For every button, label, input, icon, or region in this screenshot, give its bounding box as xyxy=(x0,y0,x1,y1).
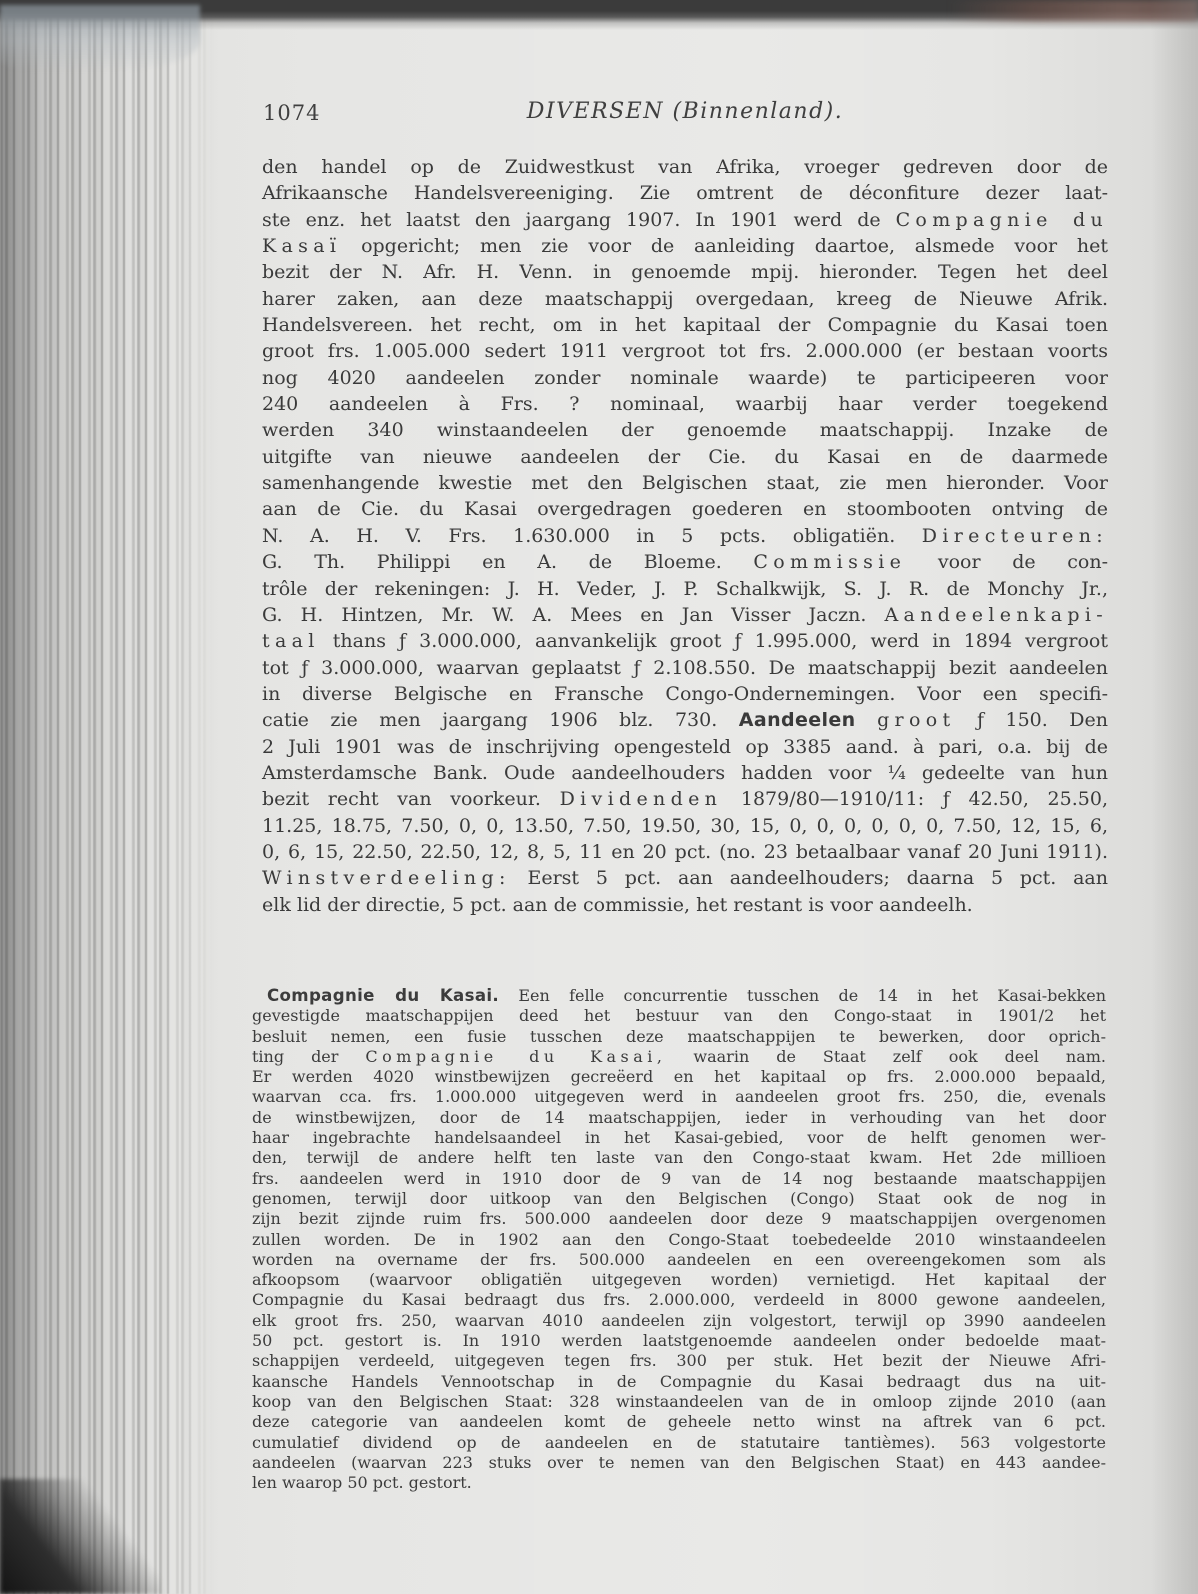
text-run: bezit der N. Afr. H. Venn. in genoemde mpij. hieronder. Tegen het deel xyxy=(262,261,1108,284)
text-line xyxy=(252,1270,1106,1290)
text-line xyxy=(262,338,1108,364)
text-run: ste enz. het laatst den jaargang 1907. In 1901 werd de xyxy=(262,208,896,231)
text-run: catie zie men jaargang 1906 blz. 730. xyxy=(262,709,739,732)
text-run: besluit nemen, een fusie tusschen deze maatschappijen te bewerken, door oprich- xyxy=(252,1026,1106,1046)
text-line xyxy=(262,839,1108,865)
text-line xyxy=(262,523,1108,549)
text-line xyxy=(252,1290,1106,1310)
text-line xyxy=(252,1006,1106,1026)
text-run: 11.25, 18.75, 7.50, 0, 0, 13.50, 7.50, 19.50, 30, 15, 0, 0, 0, 0, 0, 0, 7.50, 12, 15, 6, xyxy=(262,814,1108,837)
text-run: elk lid der directie, 5 pct. aan de commissie, het restant is voor aandeelh. xyxy=(262,893,973,916)
text-run: Amsterdamsche Bank. Oude aandeelhouders hadden voor ¼ gedeelte van hun xyxy=(262,761,1108,784)
page-right-edge-shade xyxy=(1150,0,1198,1594)
text-run: 240 aandeelen à Frs. ? nominaal, waarbij haar verder toegekend xyxy=(262,393,1108,416)
text-line xyxy=(252,1331,1106,1351)
text-line xyxy=(262,734,1108,760)
page-number: 1074 xyxy=(263,101,321,125)
text-line xyxy=(252,986,1106,1006)
scan-bottom-left-shadow xyxy=(0,1479,160,1594)
text-line xyxy=(262,707,1108,733)
text-line xyxy=(252,1148,1106,1168)
text-run: koop van den Belgischen Staat: 328 winstaandeelen van de in omloop zijnde 2010 (aan xyxy=(252,1391,1106,1411)
spaced-emphasis-text: Kasaï xyxy=(262,235,342,258)
text-line xyxy=(262,154,1108,180)
text-line xyxy=(262,760,1108,786)
text-run: elk groot frs. 250, waarvan 4010 aandeelen zijn volgestort, terwijl op 3990 aandeelen xyxy=(252,1310,1106,1330)
text-run: 0, 6, 15, 22.50, 22.50, 12, 8, 5, 11 en 20 pct. (no. 23 betaalbaar vanaf 20 Juni 1911). xyxy=(262,840,1108,863)
spaced-emphasis-text: Directeuren: xyxy=(921,524,1108,547)
text-run: groot frs. 1.005.000 sedert 1911 vergroot tot frs. 2.000.000 (er bestaan voorts xyxy=(262,340,1108,363)
text-line xyxy=(252,1230,1106,1250)
text-run: werden 340 winstaandeelen der genoemde maatschappij. Inzake de xyxy=(262,419,1108,442)
spaced-emphasis-text: Winstverdeeling: xyxy=(262,867,511,890)
text-run: Afrikaansche Handelsvereeniging. Zie omtrent de déconfiture dezer laat- xyxy=(262,182,1108,205)
bold-text: Aandeelen xyxy=(738,709,856,732)
text-run: len waarop 50 pct. gestort. xyxy=(252,1473,472,1493)
text-run: in diverse Belgische en Fransche Congo-Ondernemingen. Voor een specifi- xyxy=(262,682,1108,705)
text-run: genomen, terwijl door uitkoop van den Belgischen (Congo) Staat ook de nog in xyxy=(252,1188,1106,1208)
text-run: kaansche Handels Vennootschap in de Compagnie du Kasai bedraagt dus na uit- xyxy=(252,1371,1106,1391)
text-run: 1879/80—1910/11: ƒ 42.50, 25.50, xyxy=(722,788,1108,811)
text-line xyxy=(252,1412,1106,1432)
text-line xyxy=(252,1108,1106,1128)
text-run: Een felle concurrentie tusschen de 14 in het Kasai-bekken xyxy=(499,986,1107,1005)
text-line xyxy=(262,655,1108,681)
text-line xyxy=(252,1453,1106,1473)
text-line xyxy=(262,180,1108,206)
text-line xyxy=(262,470,1108,496)
text-line xyxy=(252,1311,1106,1331)
text-line xyxy=(262,576,1108,602)
text-run: nog 4020 aandeelen zonder nominale waarde) te participeeren voor xyxy=(262,366,1108,389)
text-run: gevestigde maatschappijen deed het bestuur van den Congo-staat in 1901/2 het xyxy=(252,1006,1106,1026)
text-line xyxy=(262,391,1108,417)
text-run: afkoopsom (waarvoor obligatiën uitgegeven worden) vernietigd. Het kapitaal der xyxy=(252,1270,1106,1290)
text-line xyxy=(262,286,1108,312)
text-run: haar ingebrachte handelsaandeel in het Kasai-gebied, voor de helft genomen wer- xyxy=(252,1128,1106,1148)
text-line xyxy=(252,1433,1106,1453)
main-text-block xyxy=(262,154,1108,918)
text-line xyxy=(262,233,1108,259)
text-run: thans ƒ 3.000.000, aanvankelijk groot ƒ 1.995.000, werd in 1894 vergroot xyxy=(319,630,1108,653)
spaced-emphasis-text: Dividenden xyxy=(559,788,723,811)
text-line xyxy=(262,549,1108,575)
text-line xyxy=(252,1128,1106,1148)
spaced-emphasis-text: Aandeelenkapi- xyxy=(884,603,1108,626)
text-run: N. A. H. V. Frs. 1.630.000 in 5 pcts. obligatiën. xyxy=(262,524,922,547)
text-run: samenhangende kwestie met den Belgischen staat, zie men hieronder. Voor xyxy=(262,472,1108,495)
text-line xyxy=(252,1047,1106,1067)
text-line xyxy=(252,1351,1106,1371)
text-line xyxy=(262,681,1108,707)
running-header: DIVERSEN (Binnenland). xyxy=(526,99,844,124)
text-line xyxy=(252,1250,1106,1270)
text-run: den, terwijl de andere helft ten laste van den Congo-staat kwam. Het 2de millioen xyxy=(252,1148,1106,1168)
text-run: harer zaken, aan deze maatschappij overgedaan, kreeg de Nieuwe Afrik. xyxy=(262,287,1108,310)
text-run: ƒ 150. Den xyxy=(955,709,1109,732)
text-line xyxy=(252,1169,1106,1189)
text-run: ting der xyxy=(252,1046,366,1066)
text-line xyxy=(262,602,1108,628)
spaced-emphasis-text: Compagnie du xyxy=(895,208,1108,231)
text-run: waarin de Staat zelf ook deel nam. xyxy=(666,1046,1107,1066)
text-line xyxy=(252,1209,1106,1229)
book-fore-edges xyxy=(0,0,218,1594)
text-run: voor de con- xyxy=(906,551,1108,574)
text-run: 2 Juli 1901 was de inschrijving opengesteld op 3385 aand. à pari, o.a. bij de xyxy=(262,735,1108,758)
note-text-block xyxy=(252,986,1106,1493)
text-line xyxy=(262,312,1108,338)
text-run: waarvan cca. frs. 1.000.000 uitgegeven werd in aandeelen groot frs. 250, die, evenals xyxy=(252,1087,1106,1107)
text-run: opgericht; men zie voor de aanleiding daartoe, alsmede voor het xyxy=(341,235,1108,258)
text-run: aan de Cie. du Kasai overgedragen goederen en stoombooten ontving de xyxy=(262,498,1108,521)
text-line xyxy=(252,1473,1106,1493)
text-run: den handel op de Zuidwestkust van Afrika, vroeger gedreven door de xyxy=(262,156,1108,178)
spaced-emphasis-text: Commissie xyxy=(753,551,907,574)
text-run: 50 pct. gestort is. In 1910 werden laatstgenoemde aandeelen onder bedoelde maat- xyxy=(252,1331,1106,1351)
text-line xyxy=(262,813,1108,839)
text-line xyxy=(252,1392,1106,1412)
spaced-emphasis-text: Compagnie du Kasai, xyxy=(365,1046,667,1066)
text-line xyxy=(262,444,1108,470)
text-line xyxy=(252,1087,1106,1107)
text-run: Compagnie du Kasai bedraagt dus frs. 2.000.000, verdeeld in 8000 gewone aandeelen, xyxy=(252,1290,1106,1310)
text-run: worden na overname der frs. 500.000 aandeelen en een overeengekomen som als xyxy=(252,1249,1106,1269)
text-line xyxy=(262,365,1108,391)
text-line xyxy=(262,496,1108,522)
text-line xyxy=(252,1372,1106,1392)
text-run: Handelsvereen. het recht, om in het kapitaal der Compagnie du Kasai toen xyxy=(262,314,1108,337)
text-line xyxy=(262,865,1108,891)
text-run: zijn bezit zijnde ruim frs. 500.000 aandeelen door deze 9 maatschappijen overgenomen xyxy=(252,1209,1106,1229)
text-run: bezit recht van voorkeur. xyxy=(262,788,560,811)
text-run: G. Th. Philippi en A. de Bloeme. xyxy=(262,551,754,574)
text-run: cumulatief dividend op de aandeelen en de statutaire tantièmes). 563 volgestorte xyxy=(252,1432,1106,1452)
text-line xyxy=(262,207,1108,233)
text-line xyxy=(262,786,1108,812)
spaced-emphasis-text: taal xyxy=(262,630,320,653)
text-run: Eerst 5 pct. aan aandeelhouders; daarna 5 pct. aan xyxy=(510,867,1108,890)
text-run: trôle der rekeningen: J. H. Veder, J. P. Schalkwijk, S. J. R. de Monchy Jr., xyxy=(262,577,1108,600)
text-run: uitgifte van nieuwe aandeelen der Cie. du Kasai en de daarmede xyxy=(262,445,1108,468)
text-run: Er werden 4020 winstbewijzen gecreëerd en het kapitaal op frs. 2.000.000 bepaald, xyxy=(252,1067,1106,1087)
text-run: deze categorie van aandeelen komt de geheele netto winst na aftrek van 6 pct. xyxy=(252,1412,1106,1432)
text-line xyxy=(262,417,1108,443)
text-run: zullen worden. De in 1902 aan den Congo-Staat toebedeelde 2010 winstaandeelen xyxy=(252,1229,1106,1249)
text-run: schappijen verdeeld, uitgegeven tegen frs. 300 per stuk. Het bezit der Nieuwe Afri- xyxy=(252,1351,1106,1371)
text-run: aandeelen (waarvan 223 stuks over te nemen van den Belgischen Staat) en 443 aandee- xyxy=(252,1452,1106,1472)
text-line xyxy=(262,259,1108,285)
text-line xyxy=(252,1189,1106,1209)
page-curl-top-left xyxy=(0,5,200,71)
spaced-emphasis-text: groot xyxy=(877,709,956,732)
text-line xyxy=(252,1027,1106,1047)
text-run: frs. aandeelen werd in 1910 door de 9 van de 14 nog bestaande maatschappijen xyxy=(252,1168,1106,1188)
text-run xyxy=(856,709,878,731)
bold-text: Compagnie du Kasai. xyxy=(267,986,500,1005)
text-run: tot ƒ 3.000.000, waarvan geplaatst ƒ 2.108.550. De maatschappij bezit aandeelen xyxy=(262,656,1108,679)
text-run: de winstbewijzen, door de 14 maatschappijen, ieder in verhouding van het door xyxy=(252,1107,1106,1127)
text-line xyxy=(262,892,1108,918)
text-line xyxy=(252,1067,1106,1087)
text-run: G. H. Hintzen, Mr. W. A. Mees en Jan Visser Jaczn. xyxy=(262,603,885,626)
text-line xyxy=(262,628,1108,654)
